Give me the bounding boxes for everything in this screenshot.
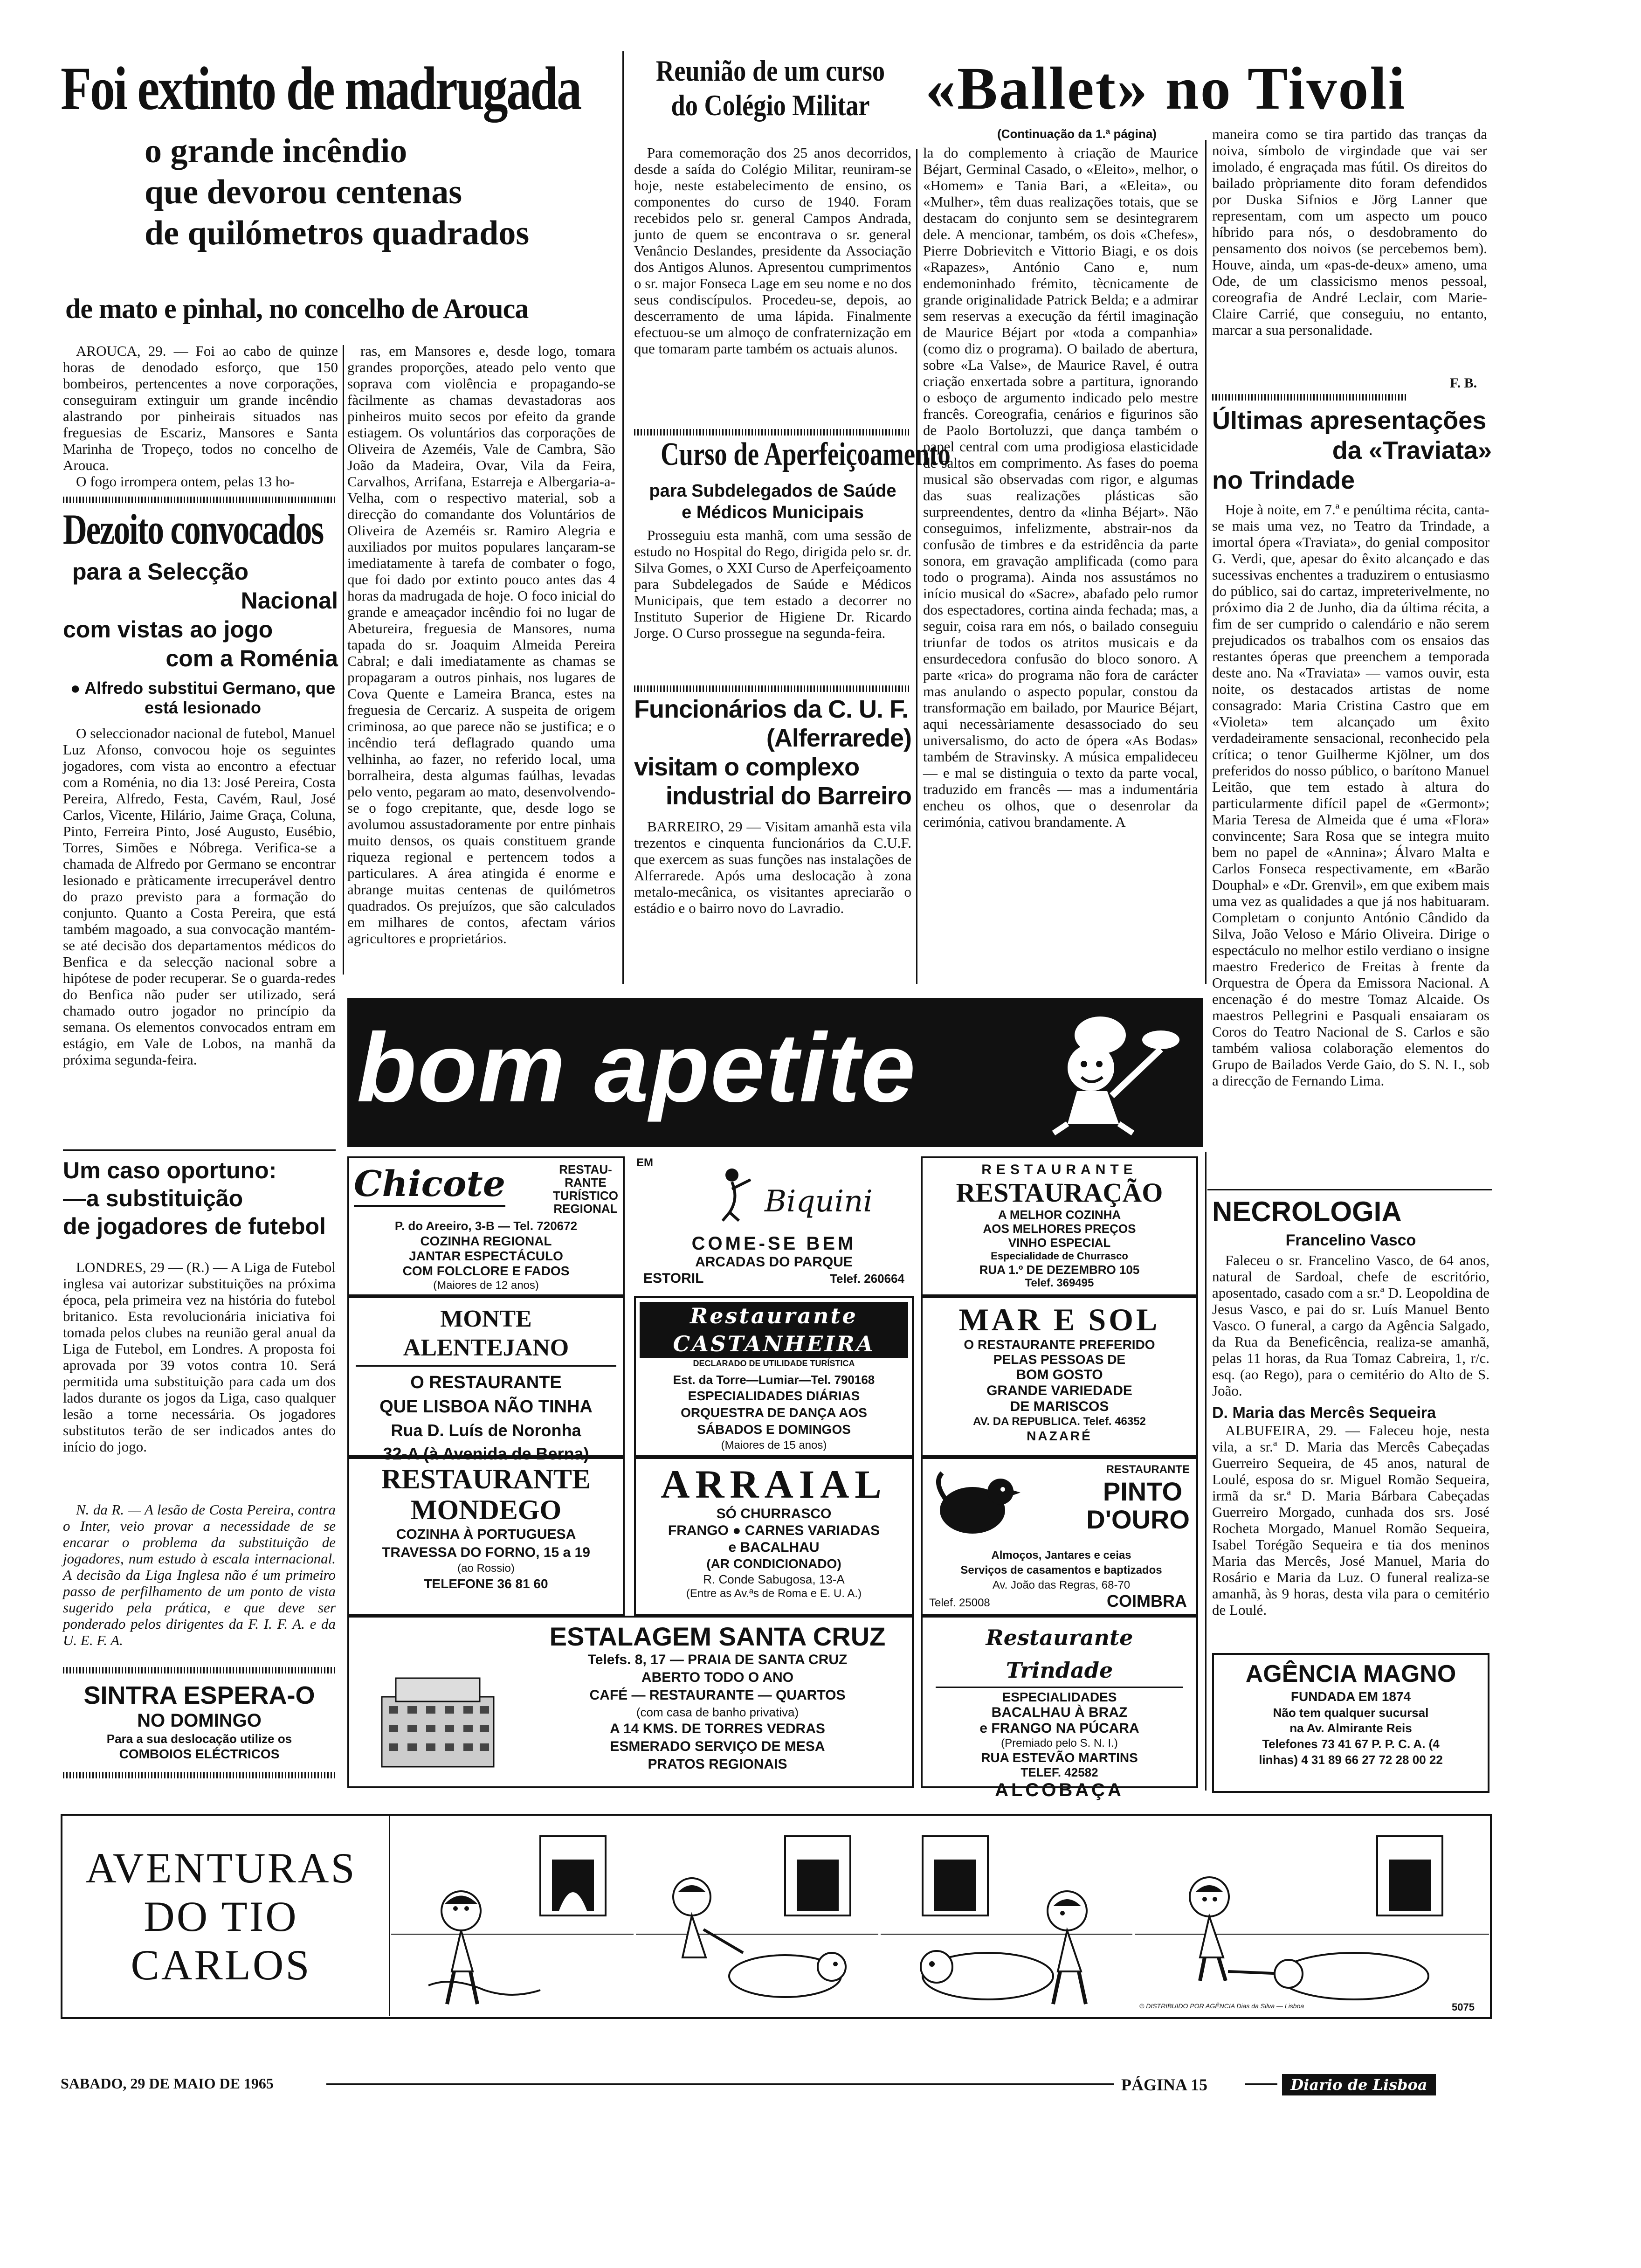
agencia-magno-ad: AGÊNCIA MAGNO FUNDADA EM 1874 Não tem qualquer sucursal na Av. Almirante Reis Telefones 73 41 67 P. P. C. A. (4 linhas) 4 31 89 66 27 72 28 00 22: [1212, 1653, 1489, 1793]
dezoito-subtitle: para a Selecção Nacional com vistas ao jogo com a Roménia: [63, 559, 338, 671]
mondego-ad: RESTAURANTE MONDEGO COZINHA À PORTUGUESA TRAVESSA DO FORNO, 15 a 19 (ao Rossio) TELEFONE 36 81 60: [347, 1457, 625, 1616]
fire-headline: Foi extinto de madrugada: [61, 54, 580, 123]
comic-number: 5075: [1452, 2001, 1475, 2013]
separator: [1207, 1189, 1492, 1190]
monte-alentejano-ad: MONTE ALENTEJANO O RESTAURANTE QUE LISBOA NÃO TINHA Rua D. Luís de Noronha 32-A (à Avenida de Berna): [347, 1296, 625, 1457]
separator: [634, 429, 909, 436]
separator: [63, 497, 336, 503]
trindade-ad: Restaurante Trindade ESPECIALIDADES BACALHAU À BRAZ e FRANGO NA PÚCARA (Premiado pelo S. N. I.) RUA ESTEVÃO MARTINS TELEF. 42582 ALCOBAÇA: [921, 1616, 1198, 1788]
comic-panel-2: [636, 1818, 878, 2016]
necrologia-title: NECROLOGIA: [1212, 1196, 1402, 1227]
footer-page: PÁGINA 15: [1121, 2075, 1208, 2094]
chicote-logo: Chicote: [354, 1163, 505, 1207]
caso-article: LONDRES, 29 — (R.) — A Liga de Futebol inglesa vai autorizar substituições na próxima época, pela primeira vez na história do futebol britanico. Esta revolucionária iniciativa foi tomada pelos clubes na reunião geral anual da Liga de Futebol, em Londres. A proposta foi aprovada por 39 votos contra 10. Será permitida uma substituição para cada um dos lados durante os jogos da Liga, caso qualquer lesão a torne necessária. Os jogadores substitutos terão de ser indicados antes do início do jogo.: [63, 1259, 336, 1455]
fire-article-start: AROUCA, 29. — Foi ao cabo de quinze horas de denodado esforço, que 150 bombeiros, pertencentes a nove corporações, conseguiram extinguir um grande incêndio alastrando por pinheirais situados nas freguesias de Escariz, Mansores e Santa Marinha de Tropeço, todos no concelho de Arouca. O fogo irrompera ontem, pelas 13 ho-: [63, 343, 338, 490]
funcionarios-article: BARREIRO, 29 — Visitam amanhã esta vila trezentos e cinquenta funcionários da C.U.F. que exercem as suas funções nas instalações de Alferrarede. Após uma deslocação à zona metalo-mecânica, os visitantes apreciarão o estádio e o bairro novo do Lavradio.: [634, 818, 911, 916]
separator: [63, 1772, 336, 1778]
rule-ads-right: [1205, 1152, 1207, 1791]
separator: [634, 685, 909, 692]
separator: [63, 1667, 336, 1673]
ballet-col-b: maneira como se tira partido das tranças da noiva, símbolo de virgindade que vai ser imolado, é engraçada mas fútil. Os direitos do bailado pròpriamente dito foram defendidos por Duska Sifnios e Jörg Lanner que representam, com um aspecto um pouco híbrido para nós, o desdobramento do pensamento dos noivos (se percebemos bem). Houve, ainda, um «pas-de-deux» ameno, uma Ode, de um classicismo menos pessoal, coreografia de André Leclair, com Marie-Claire Carrié, que conseguiu, no entanto, marcar a sua personalidade.: [1212, 126, 1487, 338]
ballet-title: «Ballet» no Tivoli: [925, 55, 1407, 122]
separator: [63, 1149, 336, 1151]
rule-col1-col2: [343, 345, 344, 975]
caso-title: Um caso oportuno: —a substituição de jogadores de futebol: [63, 1157, 326, 1239]
necrologia-name2: D. Maria das Mercês Sequeira: [1212, 1404, 1436, 1422]
necrologia-name1: Francelino Vasco: [1285, 1231, 1416, 1249]
biquini-ad: EM Biquini COME-SE BEM ARCADAS DO PARQUE ESTORIL Telef. 260664: [636, 1156, 904, 1286]
reuniao-title: Reunião de um curso do Colégio Militar: [655, 54, 885, 122]
necrologia-text2: ALBUFEIRA, 29. — Faleceu hoje, nesta vila, a sr.ª D. Maria das Mercês Cabeçadas Guerreiro Sequeira, de 45 anos, natural de Loulé, esposa do sr. Miguel Romão Sequeira, irmã da sr.ª D. Maria Bárbara Cabeçadas Guerreiro Morgado, cunhada dos srs. José Rocheta Morgado, Manuel Romão Sequeira, Isabel Torégão Sequeira e tia dos meninos Maria das Mercês, José Manuel, Maria do Rosário e Maria da Luz. O funeral realiza-se amanhã, às 9 horas, desta vila para o cemitério de Loulé.: [1212, 1422, 1489, 1618]
separator: [1212, 394, 1408, 401]
rule-col4-col5: [1205, 140, 1207, 984]
caso-note: N. da R. — A lesão de Costa Pereira, contra o Inter, veio provar a necessidade de se encarar o problema da substituição de jogadores, num estudo à escala internacional. A decisão da Liga Inglesa não é um primeiro passo de perfilhamento de um ponto de vista sugerido pela prática, e que deve ser ponderado pelos dirigentes da F. I. F. A. e da U. E. F. A.: [63, 1501, 336, 1648]
ballet-col-a: la do complemento à criação de Maurice Béjart, Germinal Casado, o «Eleito», melhor, o «Homem» e Tania Bari, a «Eleita», ou «Mulher», têm duas realizações totais, que se destacam do conjunto sem se desintegrarem dele. A mencionar, também, os dois «Chefes», Pierre Dobrievitch e Vittorio Biagi, e os dois «Rapazes», António Cano e, num endemoninhado frémito, tècnicamente de grande originalidade Patrick Belda; e a admirar sem reservas a execução da fértil imaginação de Maurice Béjart por «toda a companhia» (como diz o programa). O bailado de abertura, sobre «La Valse», de Maurice Ravel, é outra criação enxertada sobre a partitura, ignorando o esboço de argumento indicado pelo mestre francês. Coreografia, cenários e figurinos são de Paolo Bortoluzzi, que dança também o papel central com uma prodigiosa elasticidade de saltos em comprimento. As fases do poema musical são observadas com rigor, e algumas das suas realizações plásticas são surpreendentes, dentro da «linha Béjart». Não conseguimos, infelizmente, abstrair-nos da confusão de timbres e da estridência da parte sonora, em gravação amplificada (como para todo o programa). Ainda nos assustámos no início musical do «Sacre», abafado pelo rumor dos espectadores, cortina ainda fechada; mas, a seguir, coisa rara em nós, o bailado conseguiu triunfar de todos os atritos musicais e da ensurdecedora confusão do bloco sonoro. A parte «rica» do programa não fora de carácter mas anulando o aspecto popular, constou da transformação em bailado, por Maurice Béjart, aqui necessàriamente desassociado do seu universalismo, do acto de ópera «As Bodas» também de Stravinsky. A música empalideceu — e mal se distinguia o texto da parte vocal, traduzido em francês — mas a indumentária encheu os olhos, que o desenrolar da cerimónia, cativou brandamente. A: [923, 145, 1198, 830]
fire-headline-tail: de mato e pinhal, no concelho de Arouca: [65, 293, 529, 324]
comic-strip: [61, 1814, 1492, 2019]
reuniao-article: Para comemoração dos 25 anos decorridos, desde a saída do Colégio Militar, reuniram-se hoje, neste estabelecimento de ensino, os componentes do curso de 1940. Foram recebidos pelo sr. general Campos Andrada, junto de quem se encontrava o sr. general Venâncio Deslandes, presidente da Associação dos Antigos Alunos. Apresentou cumprimentos o sr. major Fonseca Lage em seu nome e no dos seus condiscípulos. Procedeu-se, depois, ao descerramento de uma lápida. Finalmente efectuou-se um almoço de confraternização em que tomaram parte também os actuais alunos.: [634, 145, 911, 357]
footer-rule-right: [1245, 2083, 1277, 2085]
restauracao-ad: RESTAURANTE RESTAURAÇÃO A MELHOR COZINHA AOS MELHORES PREÇOS VINHO ESPECIAL Especialidade de Churrasco RUA 1.º DE DEZEMBRO 105 Telef. 369495: [921, 1156, 1198, 1296]
chef-illustration: [1007, 1007, 1184, 1138]
comic-title: AVENTURAS DO TIO CARLOS: [85, 1844, 357, 1989]
bom-apetite-banner: [347, 998, 1203, 1147]
fire-subheadline: o grande incêndio que devorou centenas de quilómetros quadrados: [145, 132, 530, 252]
curso-article: Prosseguiu esta manhã, com uma sessão de estudo no Hospital do Rego, dirigida pelo sr. dr. Silva Gomes, o XXI Curso de Aperfeiçoamento para Subdelegados de Saúde e Médicos Municipais, que tem estado a decorrer no Instituto Superior de Higiene Dr. Ricardo Jorge. O Curso prossegue na segunda-feira.: [634, 527, 911, 641]
comic-panel-3: [881, 1818, 1132, 2016]
santa-cruz-ad: ESTALAGEM SANTA CRUZ Telefs. 8, 17 — PRAIA DE SANTA CRUZ ABERTO TODO O ANO CAFÉ — RESTAURANTE — QUARTOS (com casa de banho privativa) A 14 KMS. DE TORRES VEDRAS ESMERADO SERVIÇO DE MESA PRATOS REGIONAIS: [347, 1616, 914, 1788]
fire-article-cont: ras, em Mansores e, desde logo, tomara grandes proporções, ateado pelo vento que soprava com violência e propagando-se fàcilmente as chamas devastadoras aos pinheiros muito secos por efeito da grande estiagem. Os voluntários das corporações de Oliveira de Azeméis, Vale de Cambra, São João da Madeira, Ovar, Vila da Feira, Carvalhos, Arrifana, Estarreja e Albergaria-a-Velha, com o respectivo material, sob a direcção do comandante dos Voluntários de Oliveira de Azeméis sr. Ramiro Alegria e auxiliados por muitos populares lançaram-se imediatamente à tarefa de combater o fogo, que foi dado por extinto pouco antes das 4 horas da madrugada de hoje. O foco inicial do grande e ameaçador incêndio foi no lugar de Abetureira, freguesia de Mansores, numa tapada do sr. Joaquim Almeida Pereira Cabral; e dali imediatamente as chamas se propagaram a outros pinhais, nos lugares de Cova Quente e Lameira Branca, estes na freguesia de Cercariz. A suspeita de origem criminosa, ao que parece não se justifica; e o incêndio terá deflagrado quando uma velhinha, ao fazer, no referido local, uma borralheira, desta algumas faúlhas, levadas pelo vento, pegaram ao mato, desenvolvendo-se o fogo crepitante, que, desde logo se avolumou assustadoramente por entre pinhais muito densos, os quais constituem grande riqueza regional e pertencem todos a particulares. A área atingida é enorme e abrange muitas centenas de quilómetros quadrados. Os prejuízos, que são calculados em milhares de contos, afectam vários agricultores e proprietários.: [347, 343, 615, 947]
traviata-title: Últimas apresentações da «Traviata» no Trindade: [1212, 407, 1492, 494]
banner-text: bom apetite: [357, 1013, 917, 1122]
comic-panel-4: [1135, 1818, 1489, 2016]
rule-col3-col4: [916, 149, 917, 984]
comic-credit: © DISTRIBUIDO POR AGÊNCIA Dias da Silva — Lisboa: [1139, 2002, 1304, 2010]
footer-masthead: Diario de Lisboa: [1282, 2074, 1436, 2095]
comic-divider: [389, 1816, 390, 2016]
ballet-signature: F. B.: [1450, 375, 1477, 391]
ballet-cont-note: (Continuação da 1.ª página): [997, 127, 1157, 141]
chicote-ad: Chicote RESTAU- RANTE TURÍSTICO REGIONAL P. do Areeiro, 3-B — Tel. 720672 COZINHA REGIONAL JANTAR ESPECTÁCULO COM FOLCLORE E FADOS (Maiores de 12 anos): [347, 1156, 625, 1296]
rooster-icon: [928, 1468, 1021, 1543]
pinto-douro-ad: RESTAURANTE PINTO D'OURO Almoços, Jantares e ceias Serviços de casamentos e baptizados Av. João das Regras, 68-70 Telef. 25008 COIMBRA: [921, 1457, 1198, 1616]
trindade-logo: Restaurante Trindade: [936, 1621, 1183, 1688]
dezoito-title: Dezoito convocados: [63, 505, 323, 553]
necrologia-text1: Faleceu o sr. Francelino Vasco, de 64 anos, natural de Sardoal, chefe de escritório, aposentado, casado com a sr.ª D. Leopoldina de Jesus Vasco, e pai do sr. Luís Manuel Bento Vasco. O funeral, a cargo da Agência Salgado, da Rua da Beneficência, realiza-se amanhã, pelas 11 horas, da Rua Tomaz Cabreira, 1, r/c. esq. (ao Rego), para o cemitério do Alto de S. João.: [1212, 1252, 1489, 1399]
rule-col2-col3: [622, 51, 624, 984]
swimmer-icon: [713, 1166, 760, 1222]
castanheira-ad: Restaurante CASTANHEIRA DECLARADO DE UTILIDADE TURÍSTICA Est. da Torre—Lumiar—Tel. 790168 ESPECIALIDADES DIÁRIAS ORQUESTRA DE DANÇA AOS SÁBADOS E DOMINGOS (Maiores de 15 anos): [634, 1296, 914, 1457]
curso-title: Curso de Aperfeiçoamento: [661, 436, 951, 472]
comic-panel-1: [391, 1818, 634, 2016]
footer-rule-left: [326, 2083, 1114, 2085]
funcionarios-title: Funcionários da C. U. F. (Alferrarede) visitam o complexo industrial do Barreiro: [634, 695, 911, 810]
dezoito-bullet: ● Alfredo substitui Germano, que está lesionado: [70, 678, 336, 717]
hotel-building-image: [368, 1664, 508, 1771]
mar-e-sol-ad: MAR E SOL O RESTAURANTE PREFERIDO PELAS PESSOAS DE BOM GOSTO GRANDE VARIEDADE DE MARISCOS AV. DA REPUBLICA. Telef. 46352 NAZARÉ: [921, 1296, 1198, 1457]
footer-date: SABADO, 29 DE MAIO DE 1965: [61, 2075, 274, 2092]
traviata-article: Hoje à noite, em 7.ª e penúltima récita, canta-se mais uma vez, no Teatro da Trindade, a imortal ópera «Traviata», do genial compositor G. Verdi, que, apesar do êxito alcançado e das sucessivas enchentes a traduzirem o entusiasmo do público, sai do cartaz, impreterivelmente, no próximo dia 2 de Junho, dia da última récita, a fim de ser cumprido o calendário e não serem prejudicados os trabalhos com os ensaios das restantes óperas que preenchem a temporada deste ano. Na «Traviata» — vamos ouvir, esta noite, os destacados artistas de nome consagrado: Maria Cristina Castro que em «Violeta» tem alcançado um êxito verdadeiramente sensacional, reconhecido pela crítica; o tenor Guilherme Kjölner, um dos preferidos do nosso público, o barítono Manuel Leitão, que tem estado à altura do particularmente difícil papel de «Germont»; Maria Teresa de Almeida que é uma «Flora» convincente; Sara Rosa que se integra muito bem no papel de «Annina»; Álvaro Malta e Carlos Fonseca respectivamente, em «Barão Douphal» e «Dr. Grenvil», em que exibem mais uma vez as qualidades a que já nos habituaram. Completam o conjunto António Cândido da Silva, João Veloso e Mário Oliveira. Dirige o espectáculo no melhor estilo verdiano o insigne maestro Frederico de Freitas à frente da Orquestra de Ópera da Emissora Nacional. A encenação é do mestre Tomaz Alcaide. Os maestros Pellegrini e Pasquali ensaiaram os Coros do Teatro Nacional de S. Carlos e são também valiosa colaboração elementos do Grupo de Bailados Verde Gaio, do S. N. I., sob a direcção de Fernando Lima.: [1212, 501, 1489, 1089]
arraial-ad: ARRAIAL SÓ CHURRASCO FRANGO ● CARNES VARIADAS e BACALHAU (AR CONDICIONADO) R. Conde Sabugosa, 13-A (Entre as Av.ªs de Roma e E. U. A.): [634, 1457, 914, 1616]
sintra-ad: SINTRA ESPERA-O NO DOMINGO Para a sua deslocação utilize os COMBOIOS ELÉCTRICOS: [83, 1681, 315, 1761]
biquini-logo: Biquini: [765, 1184, 873, 1219]
curso-subtitle: para Subdelegados de Saúde e Médicos Municipais: [649, 481, 896, 522]
dezoito-article: O seleccionador nacional de futebol, Manuel Luz Afonso, convocou hoje os seguintes jogadores, com vista ao encontro a efectuar com a Roménia, no dia 13: José Pereira, Costa Pereira, Alfredo, Festa, Cavém, Raul, José Carlos, Vicente, Hilário, Jaime Graça, Coluna, Pinto, Ferreira Pinto, José Augusto, Eusébio, Torres, Simões e Nóbrega. Verifica-se a chamada de Alfredo por Germano se encontrar lesionado e pràticamente irrecuperável dentro do prazo previsto para a formação do conjunto. Quanto a Costa Pereira, que está também magoado, a sua convocação mantém-se até decisão dos departamentos médicos do Benfica e da selecção nacional sobre a hipótese de poder recuperar. Se o guarda-redes do Benfica não puder ser utilizado, será chamado outro jogador no princípio da semana. Os elementos convocados entram em estágio, em Vale de Lobos, na manhã da próxima segunda-feira.: [63, 725, 336, 1068]
